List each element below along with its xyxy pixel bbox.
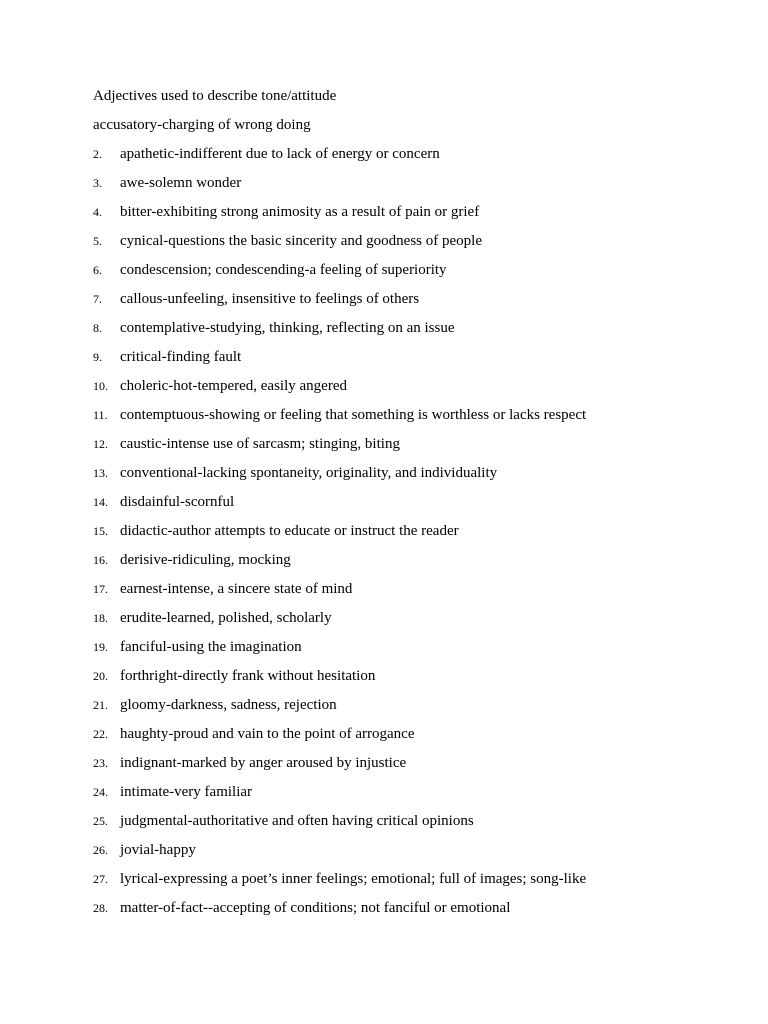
list-item-number: 23. — [93, 756, 108, 770]
list-item-text: disdainful-scornful — [120, 494, 235, 510]
list-item-number: 8. — [93, 321, 102, 335]
list-item — [93, 579, 586, 608]
list-item — [93, 492, 586, 521]
list-item-text: earnest-intense, a sincere state of mind — [120, 581, 353, 597]
list-item — [93, 202, 586, 231]
list-item-text: conventional-lacking spontaneity, originality, and individuality — [120, 465, 498, 481]
list-item — [93, 869, 586, 898]
list-item — [93, 840, 586, 869]
list-item-text: cynical-questions the basic sincerity and goodness of people — [120, 233, 482, 249]
list-item — [93, 753, 586, 782]
list-item-text: haughty-proud and vain to the point of arrogance — [120, 726, 415, 742]
list-item-number: 10. — [93, 379, 108, 393]
list-item-number: 27. — [93, 872, 108, 886]
list-item-text: awe-solemn wonder — [120, 175, 242, 191]
list-item-number: 13. — [93, 466, 108, 480]
list-item-text: callous-unfeeling, insensitive to feelings of others — [120, 291, 420, 307]
list-item-first: accusatory-charging of wrong doing — [93, 117, 311, 133]
list-item-text: jovial-happy — [120, 842, 196, 858]
list-item-text: contemplative-studying, thinking, reflecting on an issue — [120, 320, 455, 336]
list-item-text: contemptuous-showing or feeling that something is worthless or lacks respect — [120, 407, 587, 423]
list-item — [93, 608, 586, 637]
list-item-number: 3. — [93, 176, 102, 190]
list-item-text: intimate-very familiar — [120, 784, 253, 800]
list-item-text: erudite-learned, polished, scholarly — [120, 610, 332, 626]
list-item-number: 19. — [93, 640, 108, 654]
list-item-text: condescension; condescending-a feeling of superiority — [120, 262, 447, 278]
list-item — [93, 434, 586, 463]
list-item-text: judgmental-authoritative and often having critical opinions — [120, 813, 474, 829]
list-item-text: caustic-intense use of sarcasm; stinging, biting — [120, 436, 400, 452]
list-item-number: 18. — [93, 611, 108, 625]
list-item — [93, 695, 586, 724]
list-item-number: 14. — [93, 495, 108, 509]
list-item — [93, 463, 586, 492]
list-item — [93, 260, 586, 289]
list-item — [93, 318, 586, 347]
list-item — [93, 724, 586, 753]
list-item-text: gloomy-darkness, sadness, rejection — [120, 697, 337, 713]
list-item — [93, 898, 586, 927]
list-item — [93, 782, 586, 811]
list-item — [93, 405, 586, 434]
list-item-number: 22. — [93, 727, 108, 741]
list-item — [93, 637, 586, 666]
list-item-text: choleric-hot-tempered, easily angered — [120, 378, 347, 394]
list-item-number: 9. — [93, 350, 102, 364]
list-item — [93, 289, 586, 318]
list-item — [93, 144, 586, 173]
list-item-text: derisive-ridiculing, mocking — [120, 552, 291, 568]
list-item-text: critical-finding fault — [120, 349, 242, 365]
list-item-number: 11. — [93, 408, 108, 422]
list-item-number: 21. — [93, 698, 108, 712]
list-item-text: matter-of-fact--accepting of conditions; not fanciful or emotional — [120, 900, 511, 916]
list-item-number: 5. — [93, 234, 102, 248]
list-item — [93, 666, 586, 695]
list-item-text: bitter-exhibiting strong animosity as a result of pain or grief — [120, 204, 480, 220]
list-item-text: didactic-author attempts to educate or instruct the reader — [120, 523, 459, 539]
list-item — [93, 231, 586, 260]
list-item-number: 16. — [93, 553, 108, 567]
list-item-text: apathetic-indifferent due to lack of energy or concern — [120, 146, 440, 162]
list-item-number: 20. — [93, 669, 108, 683]
list-item — [93, 811, 586, 840]
list-item-number: 4. — [93, 205, 102, 219]
document-title: Adjectives used to describe tone/attitude — [93, 88, 337, 104]
list-item-number: 28. — [93, 901, 108, 915]
list-item-number: 15. — [93, 524, 108, 538]
list-item-number: 6. — [93, 263, 102, 277]
list-item-number: 7. — [93, 292, 102, 306]
list-item-text: indignant-marked by anger aroused by injustice — [120, 755, 407, 771]
list-item-number: 26. — [93, 843, 108, 857]
list-item — [93, 521, 586, 550]
list-item-number: 2. — [93, 147, 102, 161]
list-item — [93, 376, 586, 405]
list-item-number: 17. — [93, 582, 108, 596]
list-item-number: 24. — [93, 785, 108, 799]
list-item-number: 12. — [93, 437, 108, 451]
list-item-text: lyrical-expressing a poet’s inner feelings; emotional; full of images; song-like — [120, 871, 587, 887]
numbered-list — [93, 144, 586, 927]
list-item-number: 25. — [93, 814, 108, 828]
list-item — [93, 550, 586, 579]
list-item — [93, 173, 586, 202]
list-item-text: fanciful-using the imagination — [120, 639, 302, 655]
list-item-text: forthright-directly frank without hesitation — [120, 668, 376, 684]
list-item — [93, 347, 586, 376]
